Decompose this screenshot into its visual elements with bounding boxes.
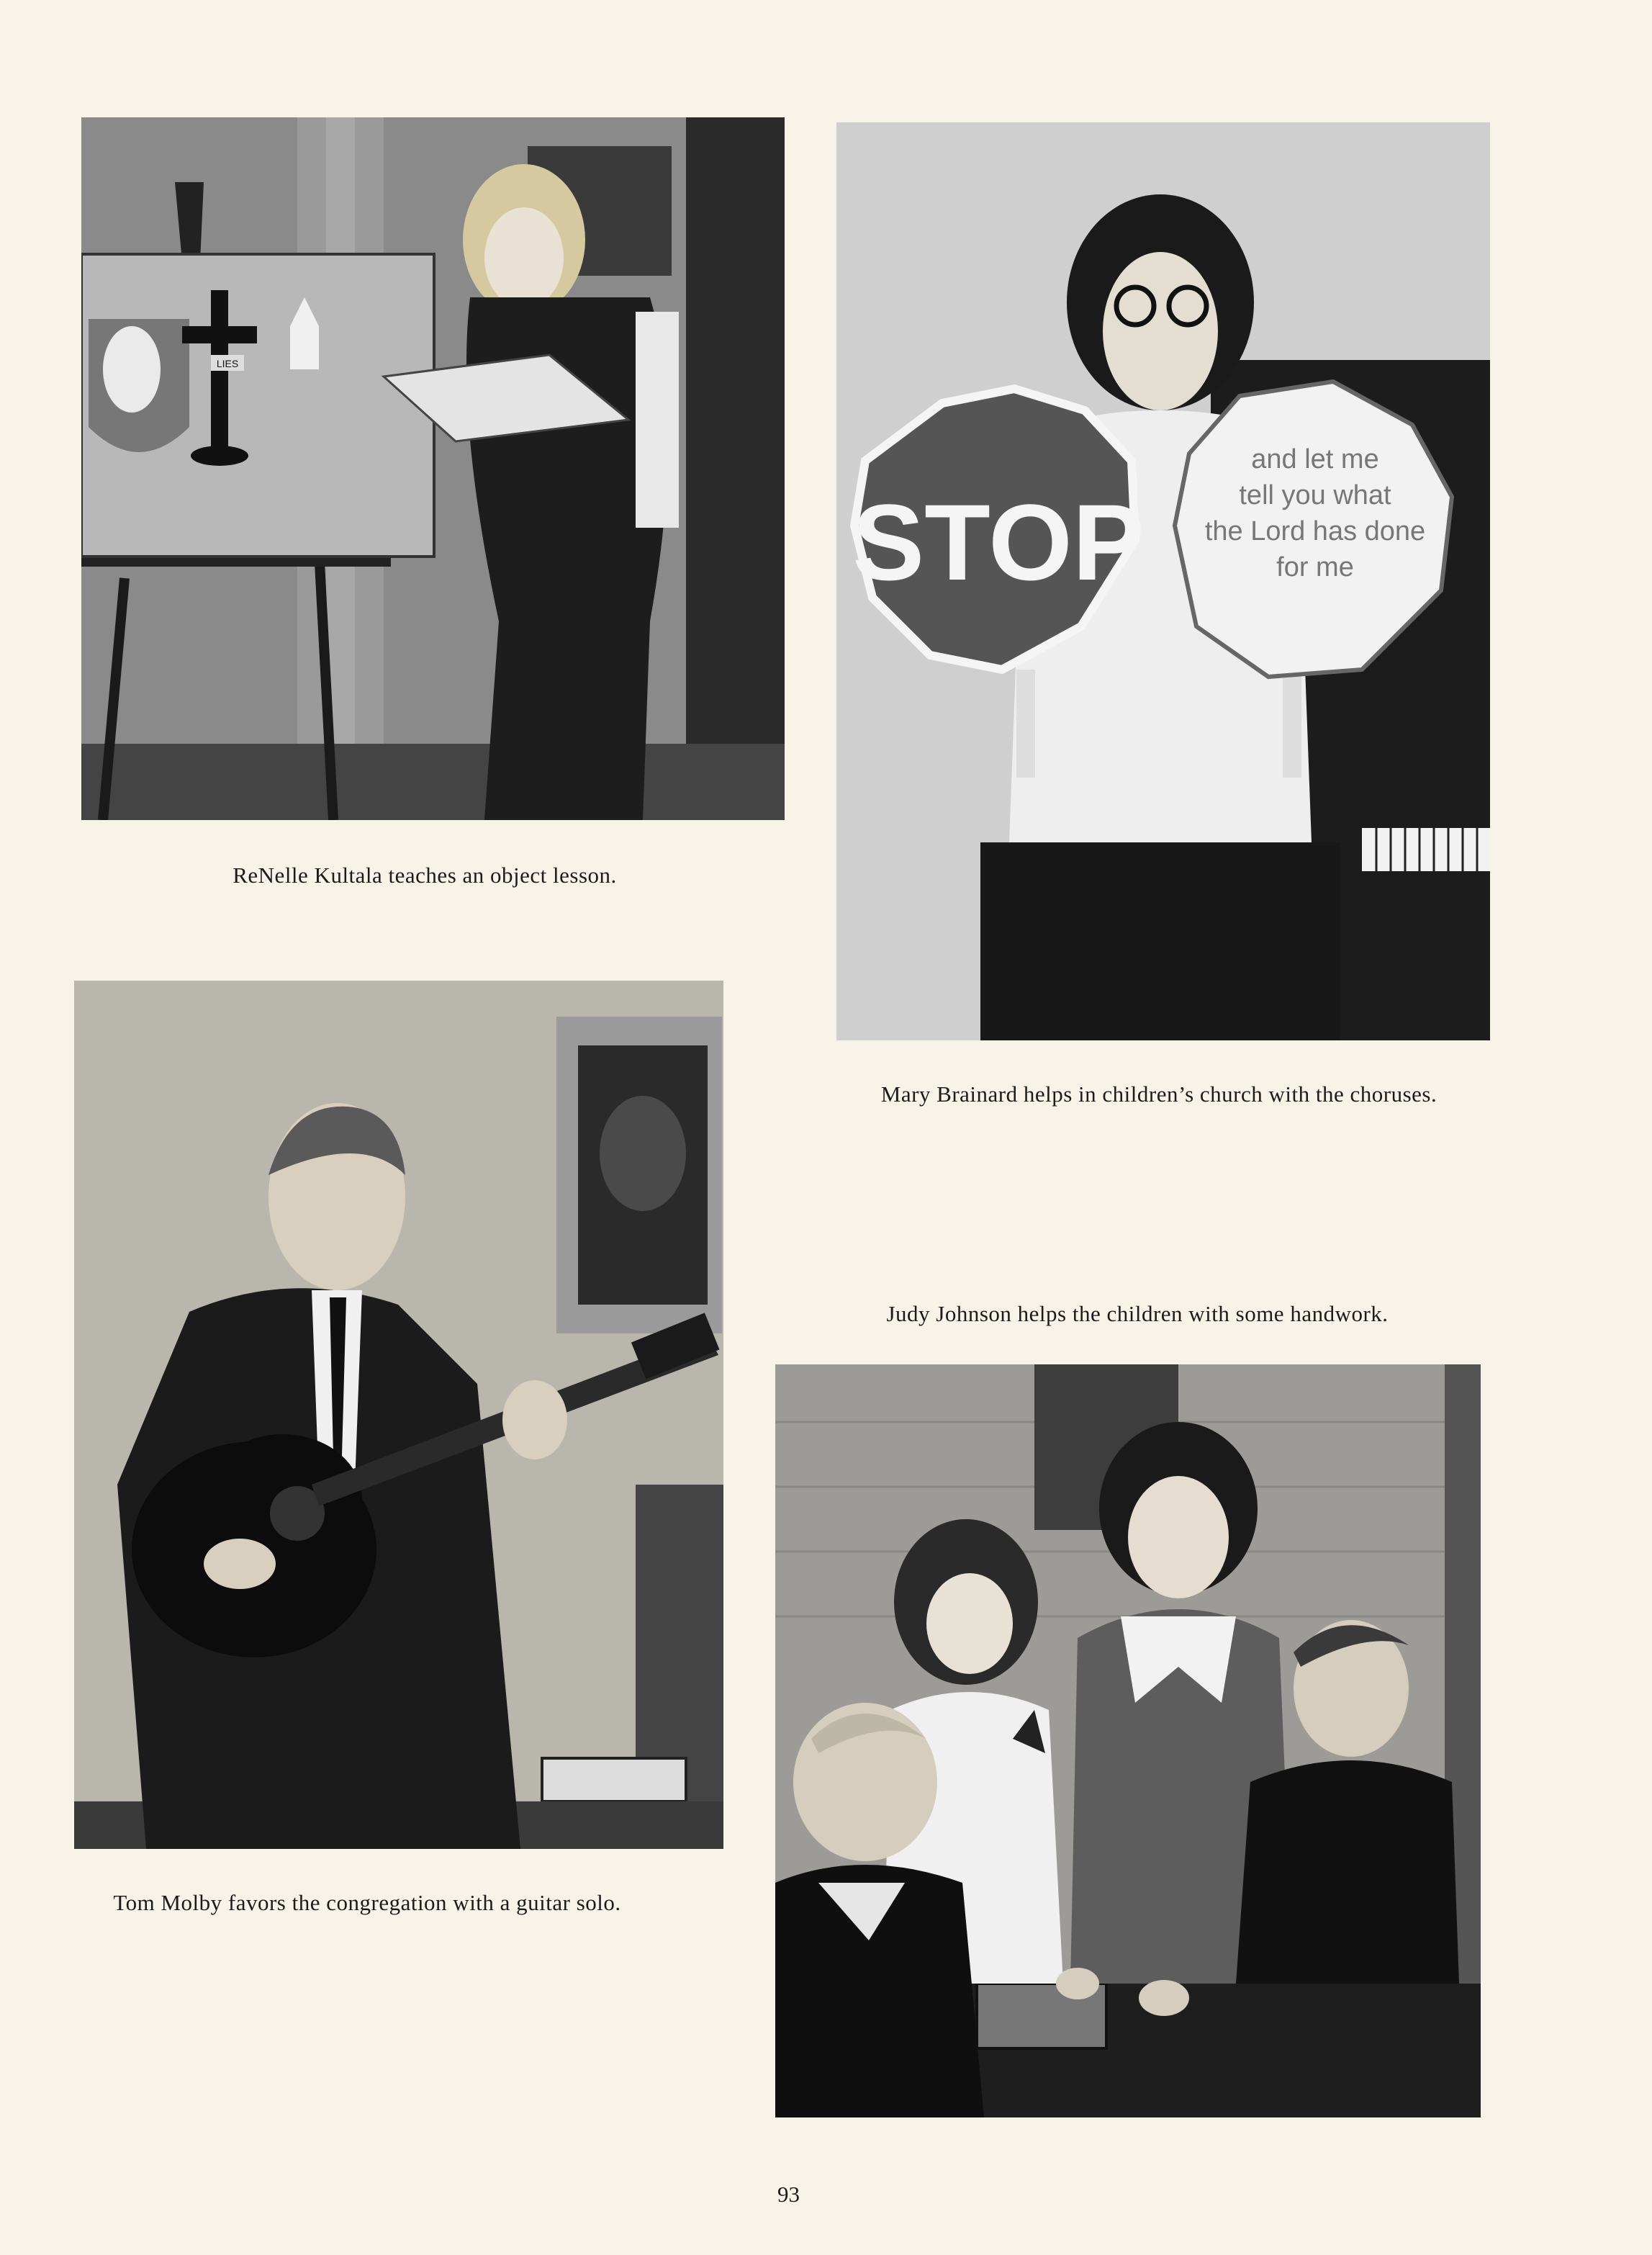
photo-renelle-image: [81, 117, 785, 820]
photo-mary-brainard: [836, 122, 1490, 1040]
sign-line-3: the Lord has done: [1204, 516, 1426, 546]
photo-mary-image: [836, 122, 1490, 1040]
caption-judy-johnson: Judy Johnson helps the children with some handwork.: [886, 1301, 1389, 1326]
caption-tom-molby: Tom Molby favors the congregation with a guitar solo.: [113, 1890, 621, 1915]
sign-line-4: for me: [1276, 552, 1354, 582]
photo-tom-image: [74, 981, 723, 1849]
caption-mary-brainard: Mary Brainard helps in children’s church with the choruses.: [880, 1081, 1437, 1107]
photo-judy-johnson: [775, 1364, 1481, 2117]
sign-line-1: and let me: [1251, 444, 1379, 474]
sign-text-lies: LIES: [216, 358, 239, 369]
photo-judy-image: [775, 1364, 1481, 2117]
photo-renelle-kultala: [81, 117, 785, 820]
sign-line-2: tell you what: [1239, 480, 1391, 510]
page-number: 93: [777, 2182, 800, 2207]
caption-renelle-kultala: ReNelle Kultala teaches an object lesson.: [233, 863, 617, 888]
stop-sign-text: STOP: [852, 482, 1145, 603]
photo-tom-molby: [74, 981, 723, 1849]
